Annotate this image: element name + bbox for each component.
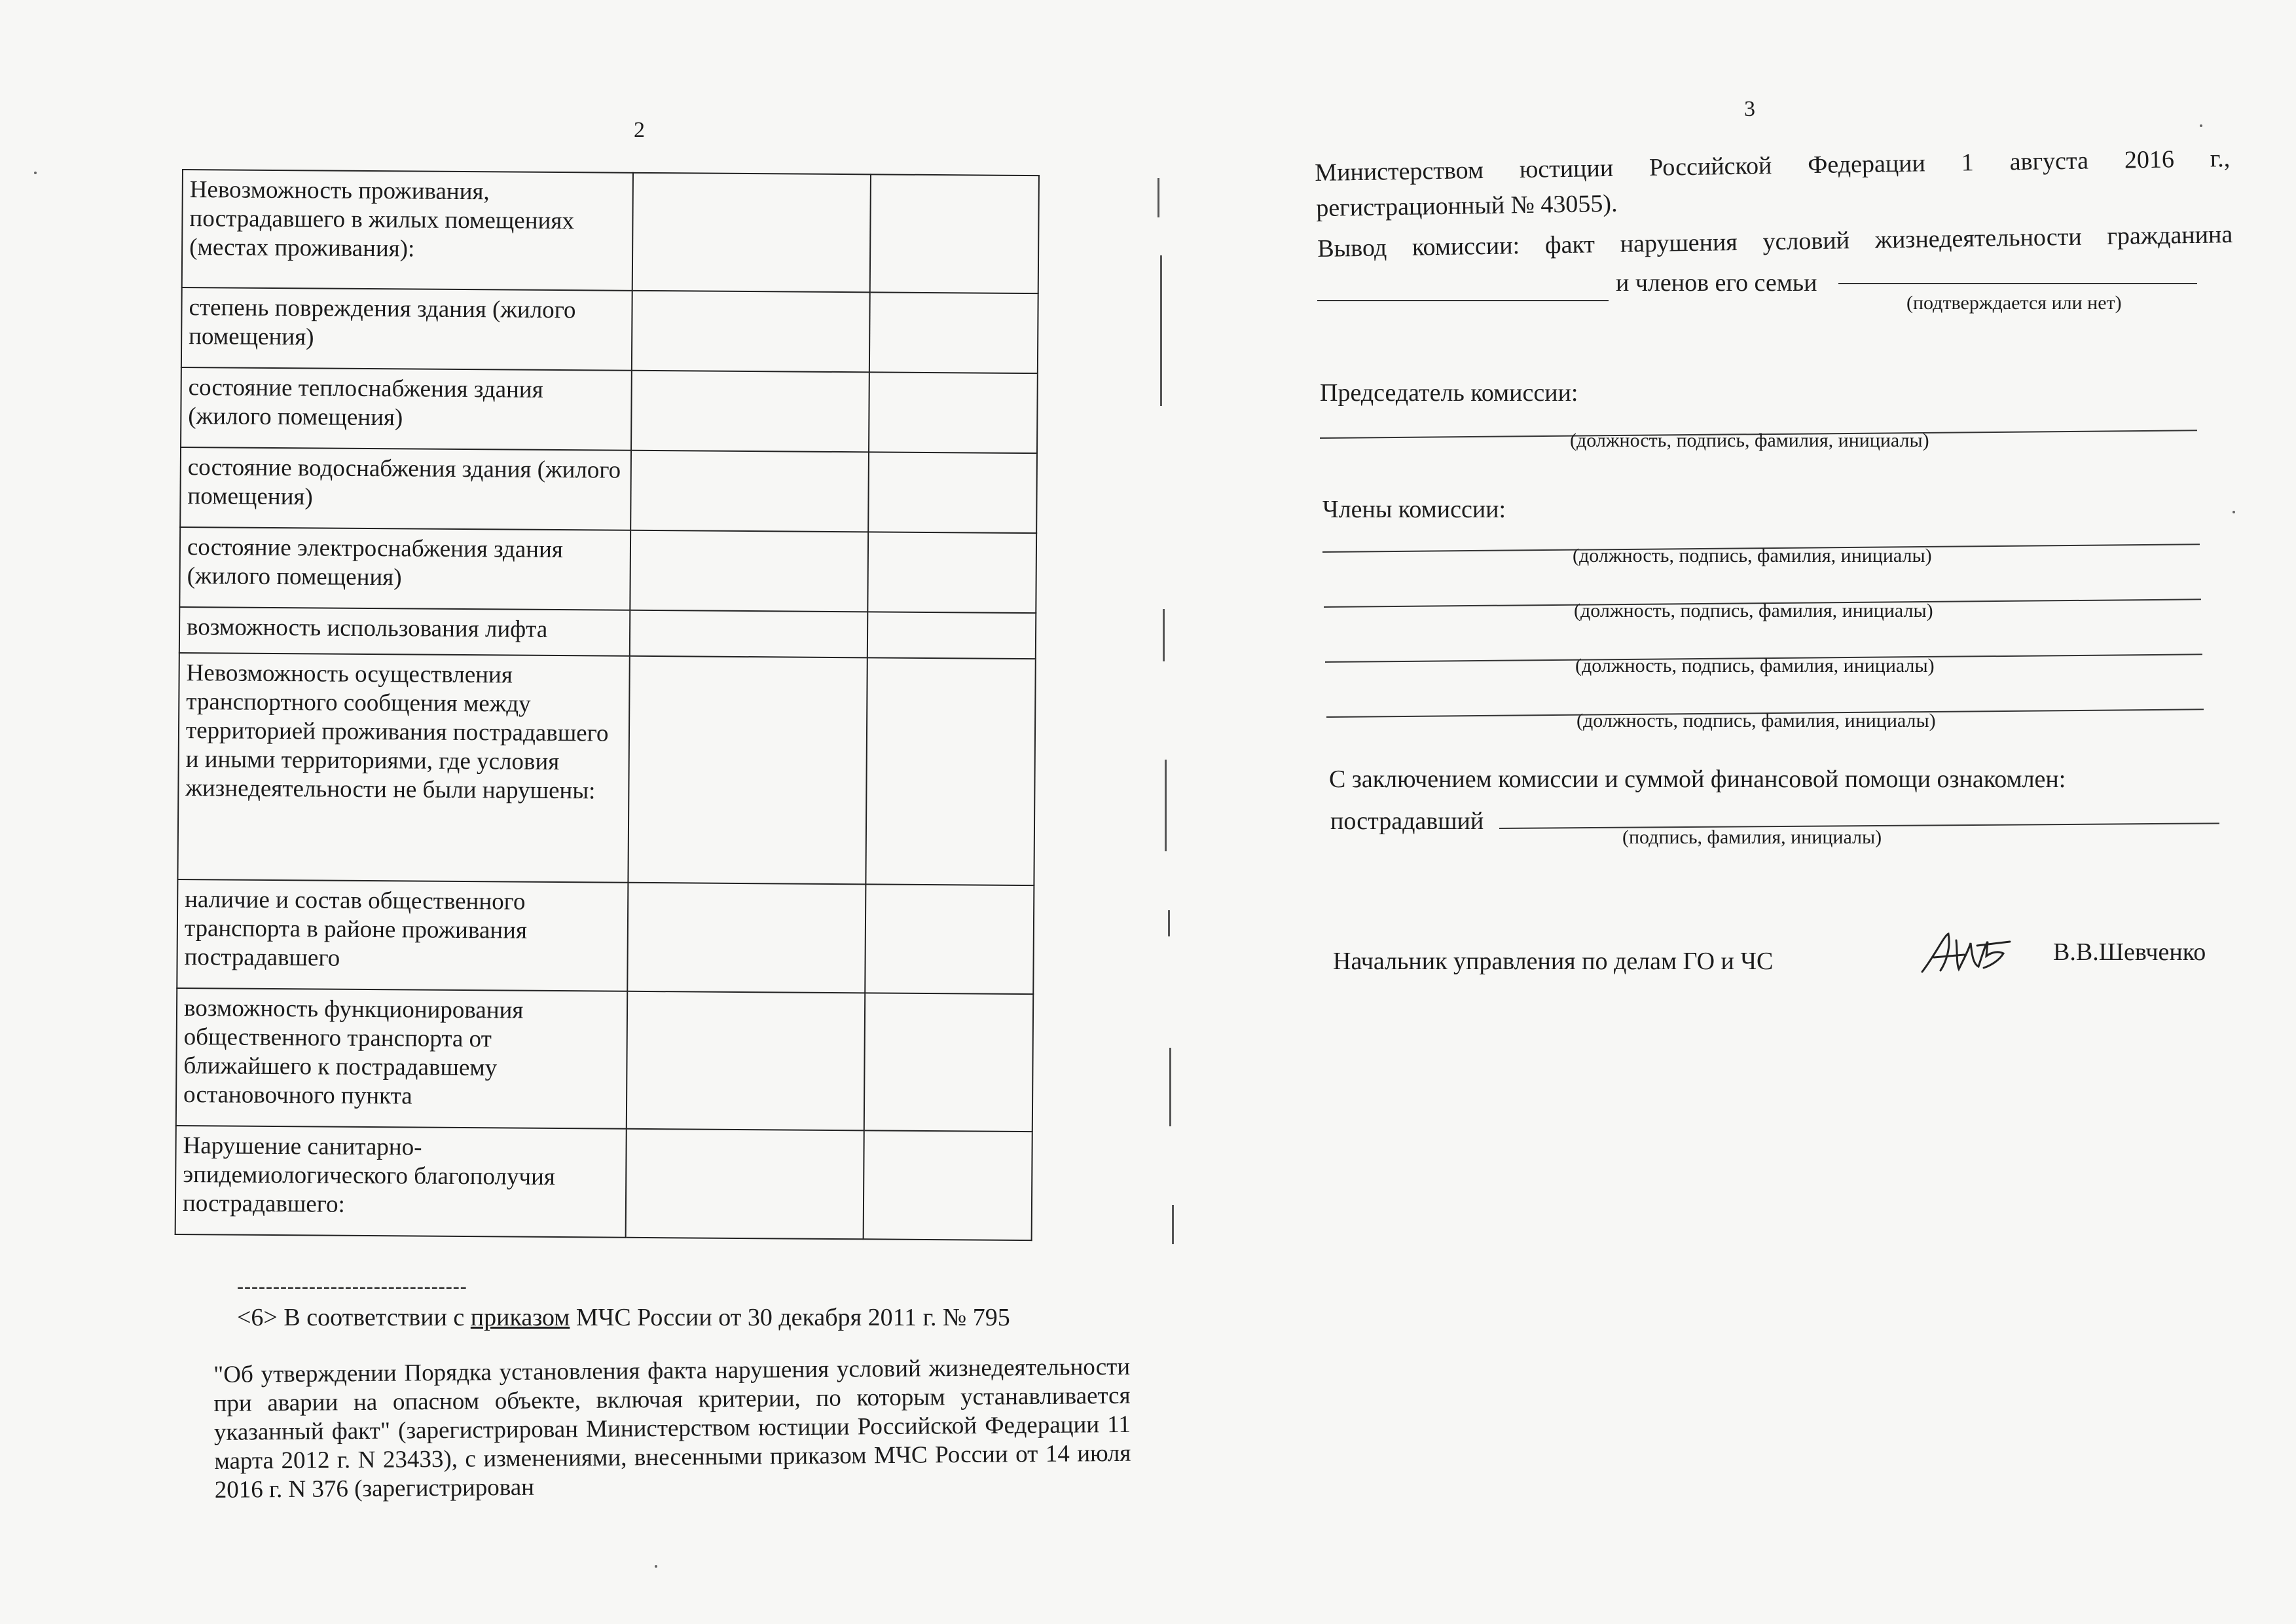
fold-mark (1172, 1205, 1174, 1244)
table-cell-empty (868, 452, 1037, 533)
table-cell-label: возможность использования лифта (179, 607, 630, 656)
table-cell-label: возможность функционирования общественного транспорта от ближайшего к пострадавшему остановочного пункта (176, 988, 628, 1129)
intro-line: регистрационный № 43055). (1316, 189, 1618, 222)
table-cell-empty (632, 173, 871, 293)
table-cell-label: состояние водоснабжения здания (жилого помещения) (180, 447, 631, 530)
table-row (175, 1126, 1032, 1240)
member-signature-caption: (должность, подпись, фамилия, инициалы) (1576, 710, 1936, 731)
table-cell-empty (865, 884, 1034, 994)
table-cell-label: Нарушение санитарно-эпидемиологического благополучия пострадавшего: (175, 1126, 627, 1238)
handwritten-signature (1918, 929, 2016, 978)
table-cell-label: Невозможность осуществления транспортного сообщения между территорией проживания пострадавшего и иными территориями, где условия жизнедеятельности не были нарушены: (177, 653, 630, 883)
conclusion-text: Вывод комиссии: факт нарушения условий жизнедеятельности гражданина (1317, 221, 2233, 263)
conclusion-line[interactable] (1317, 300, 1609, 301)
head-name: В.В.Шевченко (2053, 938, 2206, 966)
footnote-heading (237, 1303, 1010, 1332)
table-cell-label: состояние электроснабжения здания (жилого помещения) (179, 527, 630, 610)
table-cell-empty (864, 993, 1034, 1132)
table-row (181, 287, 1038, 373)
table-cell-empty (870, 174, 1039, 293)
table-cell-label: Невозможность проживания, пострадавшего в жилых помещениях (местах проживания): (182, 170, 634, 291)
footnote-prefix: <6> В соответствии с (237, 1304, 471, 1331)
table-row (177, 653, 1035, 885)
footnote-separator: -------------------------------- (237, 1276, 467, 1297)
table-cell-empty (629, 656, 867, 885)
table-cell-empty (626, 1129, 864, 1240)
fold-mark (1160, 255, 1162, 406)
fold-mark (1157, 178, 1159, 217)
table-row (180, 447, 1037, 533)
fold-mark (1168, 910, 1170, 936)
table-cell-empty (632, 291, 869, 373)
page-number-left: 2 (634, 118, 645, 142)
table-cell-empty (627, 991, 865, 1131)
page-number-right: 3 (1744, 97, 1755, 121)
intro-line: Министерством юстиции Российской Федерации 1 августа 2016 г., (1315, 145, 2231, 187)
table-cell-empty (869, 292, 1038, 373)
table-cell-empty (864, 1130, 1032, 1240)
member-signature-caption: (должность, подпись, фамилия, инициалы) (1575, 655, 1935, 676)
table-cell-label: наличие и состав общественного транспорта в районе проживания пострадавшего (177, 879, 628, 991)
members-label: Члены комиссии: (1322, 496, 1506, 523)
table-cell-empty (867, 532, 1036, 613)
victim-label: пострадавший (1330, 807, 1484, 835)
scan-speck (2232, 511, 2235, 513)
conclusion-family: и членов его семьи (1616, 269, 1817, 297)
chairman-label: Председатель комиссии: (1320, 379, 1578, 407)
table-cell-empty (630, 610, 867, 658)
table-cell-label: степень повреждения здания (жилого помещения) (181, 287, 632, 371)
member-signature-caption: (должность, подпись, фамилия, инициалы) (1574, 600, 1933, 621)
table-cell-empty (631, 371, 869, 452)
table-row (179, 607, 1036, 659)
scan-speck (2200, 124, 2202, 127)
table-cell-empty (867, 612, 1036, 659)
fold-mark (1169, 1048, 1171, 1126)
scan-speck (655, 1565, 657, 1568)
table-cell-label: состояние теплоснабжения здания (жилого помещения) (181, 367, 632, 451)
member-signature-caption: (должность, подпись, фамилия, инициалы) (1573, 545, 1932, 566)
footnote-link[interactable]: приказом (470, 1304, 570, 1331)
table-row (181, 367, 1038, 453)
table-row (179, 527, 1036, 613)
footnote-suffix: МЧС России от 30 декабря 2011 г. № 795 (570, 1304, 1010, 1331)
victim-signature-caption: (подпись, фамилия, инициалы) (1622, 826, 1882, 848)
table-cell-empty (866, 657, 1035, 885)
footnote-body: "Об утверждении Порядка установления факта нарушения условий жизнедеятельности при аварии на опасном объекте, включая критерии, по которым устанавливается указанный факт" (зарегистрирован Министерством юстиции Российской Федерации 11 марта 2012 г. N 23433), с изменениями, внесенными приказом МЧС России от 14 июля 2016 г. N 376 (зарегистрирован (213, 1353, 1131, 1504)
conclusion-caption: (подтверждается или нет) (1906, 292, 2122, 314)
table-cell-empty (630, 530, 868, 612)
fold-mark (1165, 760, 1167, 851)
table-row (182, 170, 1039, 293)
head-title: Начальник управления по делам ГО и ЧС (1333, 948, 1774, 975)
table-row (176, 988, 1033, 1132)
table-row (177, 879, 1034, 994)
acknowledged-label: С заключением комиссии и суммой финансовой помощи ознакомлен: (1329, 766, 2066, 793)
criteria-table (175, 169, 1040, 1241)
fold-mark (1163, 609, 1165, 661)
scan-speck (34, 172, 37, 174)
conclusion-line[interactable] (1838, 283, 2197, 284)
table-cell-empty (631, 451, 869, 532)
table-cell-empty (628, 883, 866, 993)
table-cell-empty (869, 372, 1038, 453)
chairman-signature-caption: (должность, подпись, фамилия, инициалы) (1570, 430, 1929, 451)
